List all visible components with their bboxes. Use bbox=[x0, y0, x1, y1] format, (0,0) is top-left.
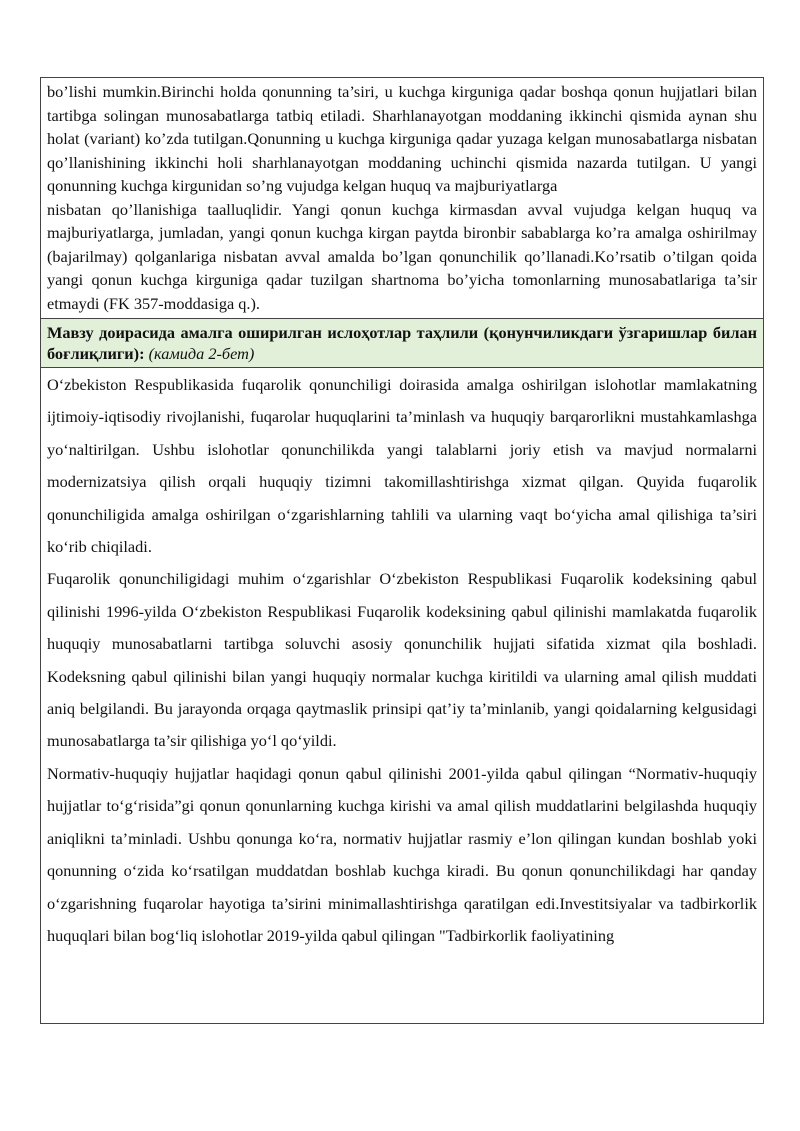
paragraph: O‘zbekiston Respublikasida fuqarolik qonunchiligi doirasida amalga oshirilgan islohotlar mamlakatning ijtimoiy-iqtisodiy rivojlanishi, fuqarolar huquqlarini ta’minlash va huquqiy barqarorlikni mustahkamlashga yo‘naltirilgan. Ushbu islohotlar qonunchilikda yangi talablarni joriy etish va mavjud normalarni modernizatsiya qilish orqali huquqiy tizimni takomillashtirishga xizmat qilgan. Quyida fuqarolik qonunchiligida amalga oshirilgan o‘zgarishlarning tahlili va ularning vaqt bo‘yicha amal qilishiga ta’siri ko‘rib chiqiladi. bbox=[47, 375, 757, 557]
document-table bbox=[40, 77, 764, 1024]
text-cell-intro bbox=[41, 78, 763, 318]
paragraph: Normativ-huquqiy hujjatlar haqidagi qonun qabul qilinishi 2001-yilda qabul qilingan “Normativ-huquqiy hujjatlar to‘g‘risida”gi qonun qonunlarning kuchga kirishi va amal qilish muddatlarini belgilashda huquqiy aniqlikni ta’minladi. Ushbu qonunga ko‘ra, normativ hujjatlar rasmiy e’lon qilingan kundan boshlab yoki qonunning o‘zida ko‘rsatilgan muddatdan boshlab kuchga kiradi. Bu qonun qonunchilikdagi har qanday o‘zgarishning fuqarolar hayotiga ta’sirini minimallashtirishga qaratilgan edi.Investitsiyalar va tadbirkorlik huquqlari bilan bog‘liq islohotlar 2019-yilda qabul qilingan "Tadbirkorlik faoliyatining bbox=[47, 763, 757, 945]
paragraph: Fuqarolik qonunchiligidagi muhim o‘zgarishlar O‘zbekiston Respublikasi Fuqarolik kodeksining qabul qilinishi 1996-yilda O‘zbekiston Respublikasi Fuqarolik kodeksining qabul qilinishi mamlakatda fuqarolik huquqiy munosabatlarni tartibga soluvchi asosiy qonunchilik hujjati sifatida xizmat qila boshladi. Kodeksning qabul qilinishi bilan yangi huquqiy normalar kuchga kiritildi va ularning amal qilish muddati aniq belgilandi. Bu jarayonda orqaga qaytmaslik prinsipi qat’iy ta’minlanib, yangi qoidalarning kelgusidagi munosabatlarga ta’sir qilishiga yo‘l qo‘yildi. bbox=[47, 569, 757, 751]
paragraph: bo’lishi mumkin.Birinchi holda qonunning ta’siri, u kuchga kirguniga qadar boshqa qonun hujjatlari bilan tartibga solingan munosabatlarga tatbiq etiladi. Sharhlanayotgan moddaning ikkinchi qismida aynan shu holat (variant) ko’zda tutilgan.Qonunning u kuchga kirguniga qadar yuzaga kelgan munosabatlarga nisbatan qo’llanishining ikkinchi holi sharhlanayotgan moddaning uchinchi qismida nazarda tutilgan. U yangi qonunning kuchga kirgunidan so’ng vujudga kelgan huquq va majburiyatlarga bbox=[47, 82, 757, 195]
text-cell-analysis bbox=[41, 368, 763, 1023]
section-header-note: (камида 2-бет) bbox=[148, 344, 255, 363]
paragraph: nisbatan qo’llanishiga taalluqlidir. Yangi qonun kuchga kirmasdan avval vujudga kelgan huquq va majburiyatlarga, jumladan, yangi qonun kuchga kirgan paytda bironbir sabablarga ko’ra amalga oshirilmay (bajarilmay) qolganlariga nisbatan avval amalda bo’lgan qonunchilik qo’llanadi.Ko’rsatib o’tilgan qoida yangi qonun kuchga kirguniga qadar tuzilgan shartnoma bo’yicha tomonlarning munosabatlariga ta’sir etmaydi (FK 357-moddasiga q.). bbox=[47, 199, 757, 313]
section-header-row bbox=[41, 319, 763, 368]
text-row-analysis bbox=[41, 368, 763, 1023]
section-header-cell bbox=[41, 319, 763, 367]
section-header-title: Мавзу доирасида амалга оширилган ислоҳотлар таҳлили (қонунчиликдаги ўзгаришлар билан боғлиқлиги): bbox=[47, 323, 757, 363]
text-row-intro bbox=[41, 78, 763, 319]
